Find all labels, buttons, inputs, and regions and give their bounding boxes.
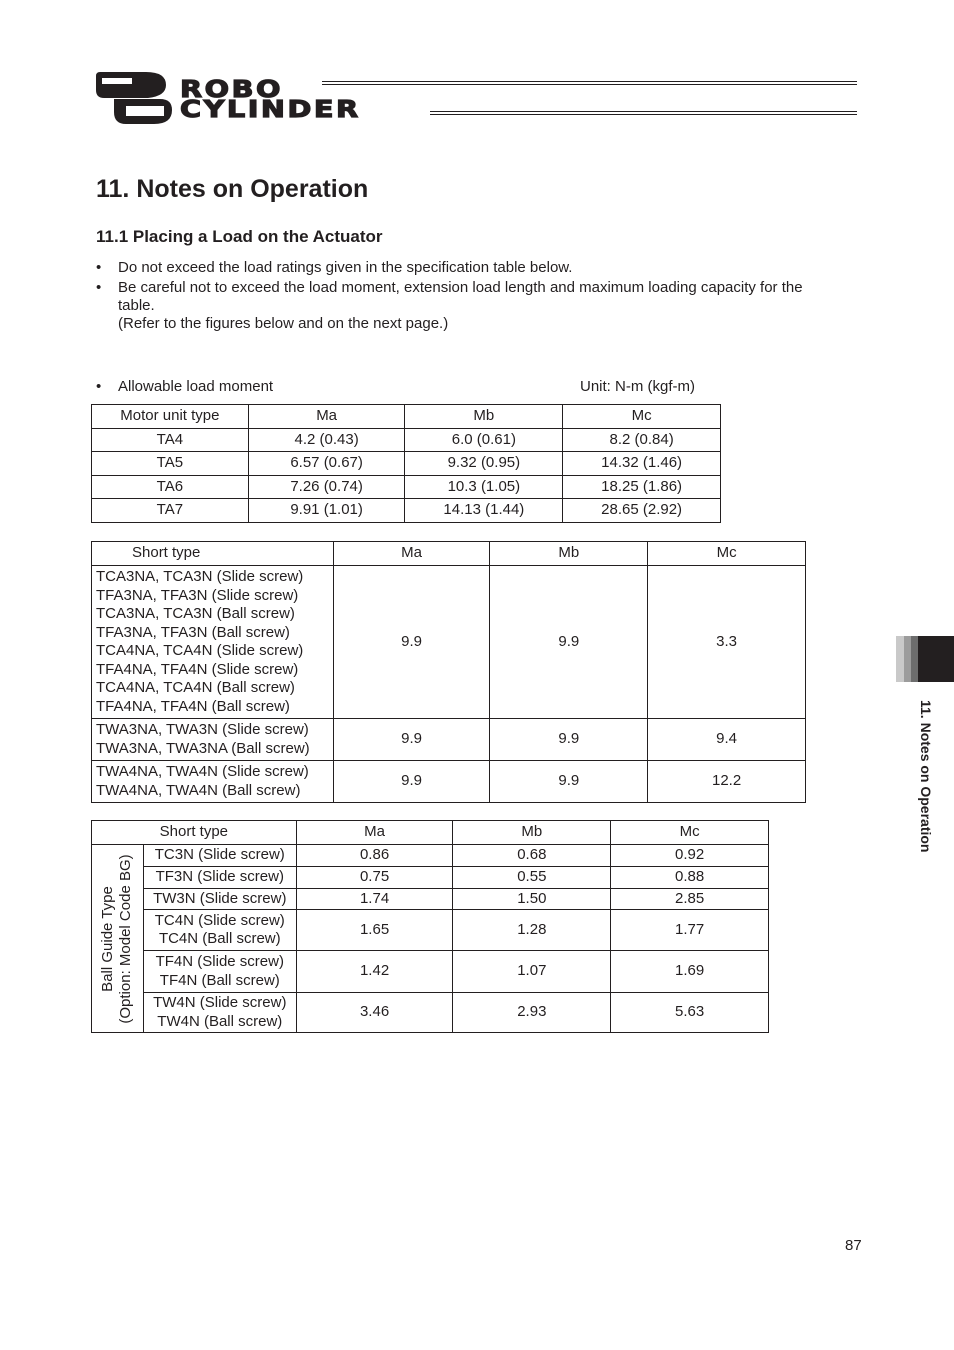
bullet-dot: • xyxy=(96,378,102,395)
table-row xyxy=(92,889,769,910)
cell-mb: 1.50 xyxy=(453,889,611,910)
page-title: 11. Notes on Operation xyxy=(96,175,369,203)
group-label-line-2: (Option: Model Code BG) xyxy=(117,853,135,1024)
cell-type: TA5 xyxy=(92,452,249,476)
header-mb: Mb xyxy=(405,405,563,429)
cell-mb: 1.07 xyxy=(453,951,611,993)
cell-ma: 4.2 (0.43) xyxy=(248,429,405,452)
header-rule-top xyxy=(322,81,857,85)
table-row xyxy=(92,719,806,761)
cell-types xyxy=(92,719,334,761)
cell-mc: 5.63 xyxy=(611,993,769,1033)
cell-ma: 6.57 (0.67) xyxy=(248,452,405,476)
rc-logo-icon xyxy=(96,72,174,124)
header-short-type: Short type xyxy=(92,821,297,845)
type-line: TW4N (Slide screw) xyxy=(153,994,287,1011)
motor-unit-table xyxy=(91,404,721,523)
cell-mc: 18.25 (1.86) xyxy=(563,476,721,499)
cell-types xyxy=(143,910,296,951)
bullet-text-1: Do not exceed the load ratings given in the specification table below. xyxy=(118,259,573,276)
cell-ma: 9.91 (1.01) xyxy=(248,499,405,523)
cell-ma: 0.75 xyxy=(296,867,453,889)
short-type-table xyxy=(91,541,806,803)
cell-mb: 14.13 (1.44) xyxy=(405,499,563,523)
cell-type: TW3N (Slide screw) xyxy=(143,889,296,910)
type-line: TC4N (Slide screw) xyxy=(154,911,285,929)
type-line: TWA4NA, TWA4N (Slide screw) xyxy=(96,763,309,780)
cell-mc: 1.69 xyxy=(611,951,769,993)
type-line: TFA4NA, TFA4N (Slide screw) xyxy=(96,660,299,678)
cell-mb: 2.93 xyxy=(453,993,611,1033)
cell-type: TA6 xyxy=(92,476,249,499)
header-ma: Ma xyxy=(296,821,453,845)
type-line: TF4N (Ball screw) xyxy=(159,971,280,989)
cell-mc: 2.85 xyxy=(611,889,769,910)
cell-ma: 3.46 xyxy=(296,993,453,1033)
table-row xyxy=(92,429,721,452)
chapter-tab-gradient xyxy=(896,636,918,682)
cell-type: TF3N (Slide screw) xyxy=(143,867,296,889)
cell-ma: 1.65 xyxy=(296,910,453,951)
header-ma: Ma xyxy=(333,542,490,566)
chapter-tab-marker xyxy=(918,636,954,682)
header-mb: Mb xyxy=(453,821,611,845)
header-short-type: Short type xyxy=(92,542,334,566)
cell-mb: 0.55 xyxy=(453,867,611,889)
table-row xyxy=(92,993,769,1033)
type-line: TCA4NA, TCA4N (Slide screw) xyxy=(96,642,304,659)
type-line: TW4N (Ball screw) xyxy=(157,1012,283,1030)
type-line: TCA3NA, TCA3N (Slide screw) xyxy=(96,568,304,585)
table-row xyxy=(92,951,769,993)
header-rule-bottom xyxy=(430,111,857,115)
type-line: TCA3NA, TCA3N (Ball screw) xyxy=(96,605,295,622)
cell-mc: 9.4 xyxy=(648,719,806,761)
bullet-text-3: (Refer to the figures below and on the next page.) xyxy=(118,315,449,332)
type-line: TF4N (Slide screw) xyxy=(155,953,284,970)
type-line: TWA3NA, TWA3NA (Ball screw) xyxy=(96,739,310,757)
type-line: TWA4NA, TWA4N (Ball screw) xyxy=(96,781,301,799)
type-line: TCA4NA, TCA4N (Ball screw) xyxy=(96,679,295,696)
cell-types xyxy=(92,566,334,719)
type-line: TC4N (Ball screw) xyxy=(158,930,281,947)
table-row xyxy=(92,867,769,889)
cell-mc: 12.2 xyxy=(648,761,806,803)
cell-mc: 8.2 (0.84) xyxy=(563,429,721,452)
moment-heading: Allowable load moment xyxy=(118,378,274,395)
cell-mc: 14.32 (1.46) xyxy=(563,452,721,476)
cell-type: TA4 xyxy=(92,429,249,452)
cell-ma: 0.86 xyxy=(296,845,453,867)
header-mc: Mc xyxy=(563,405,721,429)
cell-types xyxy=(92,761,334,803)
chapter-side-label-text: 11. Notes on Operation xyxy=(918,700,934,853)
page-number: 87 xyxy=(845,1237,862,1254)
logo-word-cylinder: CYLINDER xyxy=(180,97,361,123)
cell-ma: 1.74 xyxy=(296,889,453,910)
cell-mb: 9.9 xyxy=(490,719,648,761)
header-motor-unit-type: Motor unit type xyxy=(92,405,249,429)
bullet-text-2: Be careful not to exceed the load moment, extension load length and maximum loading capacity for the table. xyxy=(118,279,803,314)
cell-mb: 6.0 (0.61) xyxy=(405,429,563,452)
chapter-side-label xyxy=(918,700,938,880)
cell-types xyxy=(143,993,296,1033)
type-line: TFA4NA, TFA4N (Ball screw) xyxy=(96,697,290,715)
header-mc: Mc xyxy=(611,821,769,845)
ball-guide-group-cell xyxy=(92,845,144,1033)
ball-guide-table xyxy=(91,820,769,1033)
cell-ma: 9.9 xyxy=(333,719,490,761)
header-ma: Ma xyxy=(248,405,405,429)
cell-types xyxy=(143,951,296,993)
cell-mc: 1.77 xyxy=(611,910,769,951)
cell-mb: 9.32 (0.95) xyxy=(405,452,563,476)
cell-mc: 28.65 (2.92) xyxy=(563,499,721,523)
cell-ma: 9.9 xyxy=(333,566,490,719)
table-row xyxy=(92,910,769,951)
cell-mc: 0.88 xyxy=(611,867,769,889)
bullet-dot: • xyxy=(96,259,102,276)
bullet-dot: • xyxy=(96,279,102,296)
header-mb: Mb xyxy=(490,542,648,566)
table-row xyxy=(92,761,806,803)
cell-ma: 9.9 xyxy=(333,761,490,803)
table-row xyxy=(92,452,721,476)
cell-mb: 10.3 (1.05) xyxy=(405,476,563,499)
cell-mc: 0.92 xyxy=(611,845,769,867)
unit-label: Unit: N-m (kgf-m) xyxy=(580,378,695,395)
cell-mb: 9.9 xyxy=(490,761,648,803)
section-subtitle: 11.1 Placing a Load on the Actuator xyxy=(96,227,383,246)
type-line: TWA3NA, TWA3N (Slide screw) xyxy=(96,721,309,738)
cell-ma: 1.42 xyxy=(296,951,453,993)
type-line: TFA3NA, TFA3N (Slide screw) xyxy=(96,586,299,604)
group-label-line-1: Ball Guide Type xyxy=(99,885,117,992)
cell-ma: 7.26 (0.74) xyxy=(248,476,405,499)
logo-word-robo: ROBO xyxy=(180,77,283,103)
cell-type: TC3N (Slide screw) xyxy=(143,845,296,867)
table-row xyxy=(92,476,721,499)
type-line: TFA3NA, TFA3N (Ball screw) xyxy=(96,623,290,641)
table-row xyxy=(92,499,721,523)
cell-type: TA7 xyxy=(92,499,249,523)
cell-mb: 0.68 xyxy=(453,845,611,867)
cell-mb: 1.28 xyxy=(453,910,611,951)
header-mc: Mc xyxy=(648,542,806,566)
table-row xyxy=(92,845,769,867)
cell-mb: 9.9 xyxy=(490,566,648,719)
cell-mc: 3.3 xyxy=(648,566,806,719)
table-row xyxy=(92,566,806,719)
